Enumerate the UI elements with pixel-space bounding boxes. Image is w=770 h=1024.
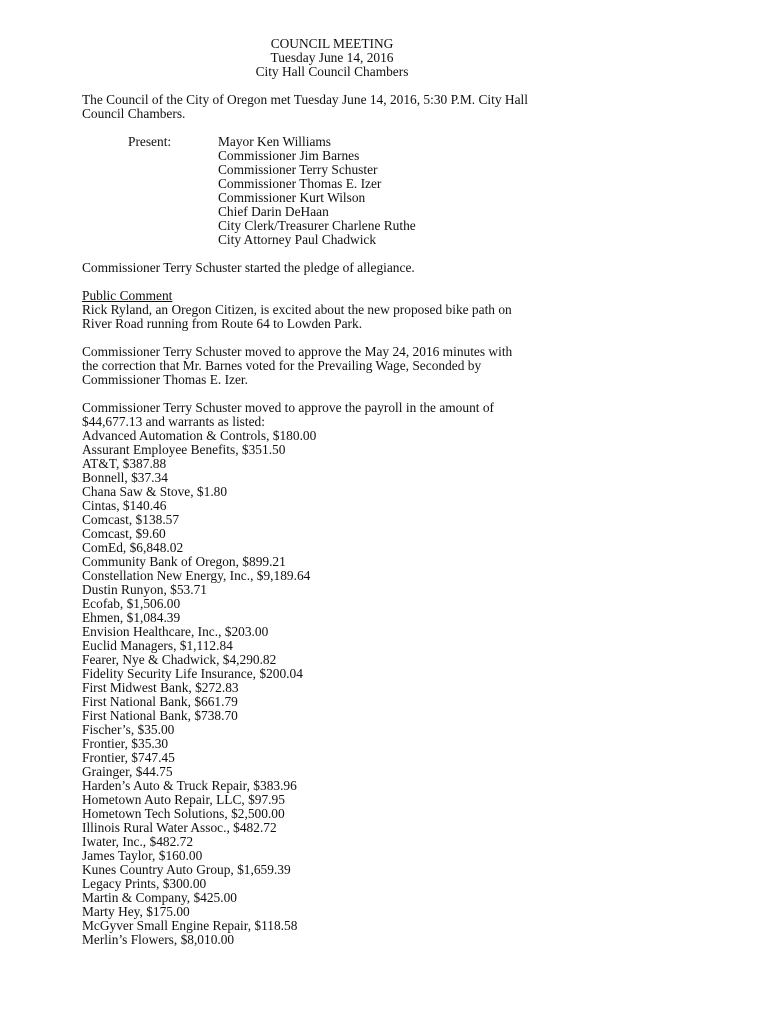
- document-page: [82, 37, 682, 947]
- warrant-item: Comcast, $9.60: [82, 526, 166, 541]
- intro-line: Council Chambers.: [82, 106, 186, 121]
- meeting-title: COUNCIL MEETING: [270, 36, 394, 51]
- warrant-item: Kunes Country Auto Group, $1,659.39: [82, 862, 291, 877]
- warrant-item: James Taylor, $160.00: [82, 848, 203, 863]
- payroll-motion-line: Commissioner Terry Schuster moved to approve the payroll in the amount of: [82, 400, 494, 415]
- minutes-motion-line: Commissioner Thomas E. Izer.: [82, 372, 248, 387]
- warrant-item: Assurant Employee Benefits, $351.50: [82, 442, 286, 457]
- warrant-item: First National Bank, $661.79: [82, 694, 238, 709]
- attendee: Commissioner Jim Barnes: [218, 148, 360, 163]
- intro-paragraph: [82, 93, 682, 121]
- warrant-item: Marty Hey, $175.00: [82, 904, 190, 919]
- warrant-item: McGyver Small Engine Repair, $118.58: [82, 918, 298, 933]
- warrant-item: AT&T, $387.88: [82, 456, 167, 471]
- warrant-item: Dustin Runyon, $53.71: [82, 582, 207, 597]
- warrant-item: Fidelity Security Life Insurance, $200.04: [82, 666, 303, 681]
- warrant-item: Grainger, $44.75: [82, 764, 173, 779]
- attendee: Mayor Ken Williams: [218, 134, 332, 149]
- attendee: Commissioner Kurt Wilson: [218, 190, 366, 205]
- meeting-location: City Hall Council Chambers: [255, 64, 409, 79]
- present-label: Present:: [128, 134, 172, 149]
- payroll-motion-paragraph: [82, 401, 682, 429]
- warrant-item: Frontier, $747.45: [82, 750, 175, 765]
- warrant-item: Illinois Rural Water Assoc., $482.72: [82, 820, 277, 835]
- attendee-list: [218, 135, 416, 247]
- public-comment-section: [82, 289, 682, 331]
- attendee: City Attorney Paul Chadwick: [218, 232, 377, 247]
- public-comment-heading: Public Comment: [82, 288, 173, 303]
- minutes-motion-paragraph: [82, 345, 682, 387]
- attendee: Commissioner Thomas E. Izer: [218, 176, 382, 191]
- warrant-item: Harden’s Auto & Truck Repair, $383.96: [82, 778, 297, 793]
- warrant-item: Hometown Tech Solutions, $2,500.00: [82, 806, 285, 821]
- public-comment-line: River Road running from Route 64 to Lowden Park.: [82, 316, 363, 331]
- warrant-item: Constellation New Energy, Inc., $9,189.64: [82, 568, 311, 583]
- warrant-item: Fischer’s, $35.00: [82, 722, 175, 737]
- attendee: Chief Darin DeHaan: [218, 204, 329, 219]
- warrant-item: Iwater, Inc., $482.72: [82, 834, 194, 849]
- meeting-header: [82, 37, 582, 79]
- warrant-item: Merlin’s Flowers, $8,010.00: [82, 932, 235, 947]
- warrant-item: Envision Healthcare, Inc., $203.00: [82, 624, 269, 639]
- warrant-item: Chana Saw & Stove, $1.80: [82, 484, 228, 499]
- minutes-motion-line: the correction that Mr. Barnes voted for the Prevailing Wage, Seconded by: [82, 358, 482, 373]
- warrant-item: Euclid Managers, $1,112.84: [82, 638, 233, 653]
- warrant-item: Comcast, $138.57: [82, 512, 180, 527]
- warrant-item: First National Bank, $738.70: [82, 708, 238, 723]
- meeting-date: Tuesday June 14, 2016: [270, 50, 394, 65]
- payroll-motion-line: $44,677.13 and warrants as listed:: [82, 414, 265, 429]
- public-comment-line: Rick Ryland, an Oregon Citizen, is excited about the new proposed bike path on: [82, 302, 512, 317]
- attendance-block: [128, 135, 682, 247]
- warrant-item: Ecofab, $1,506.00: [82, 596, 181, 611]
- warrant-item: Legacy Prints, $300.00: [82, 876, 207, 891]
- warrant-item: Bonnell, $37.34: [82, 470, 168, 485]
- warrant-item: Martin & Company, $425.00: [82, 890, 237, 905]
- warrant-item: Advanced Automation & Controls, $180.00: [82, 428, 317, 443]
- warrant-item: Fearer, Nye & Chadwick, $4,290.82: [82, 652, 277, 667]
- minutes-motion-line: Commissioner Terry Schuster moved to approve the May 24, 2016 minutes with: [82, 344, 513, 359]
- warrant-item: Community Bank of Oregon, $899.21: [82, 554, 286, 569]
- attendee: Commissioner Terry Schuster: [218, 162, 378, 177]
- warrant-item: First Midwest Bank, $272.83: [82, 680, 239, 695]
- intro-line: The Council of the City of Oregon met Tuesday June 14, 2016, 5:30 P.M. City Hall: [82, 92, 528, 107]
- warrant-item: Cintas, $140.46: [82, 498, 167, 513]
- attendee: City Clerk/Treasurer Charlene Ruthe: [218, 218, 416, 233]
- warrant-item: Frontier, $35.30: [82, 736, 169, 751]
- warrant-item: ComEd, $6,848.02: [82, 540, 184, 555]
- warrant-item: Ehmen, $1,084.39: [82, 610, 181, 625]
- warrant-item: Hometown Auto Repair, LLC, $97.95: [82, 792, 285, 807]
- pledge-paragraph: Commissioner Terry Schuster started the pledge of allegiance.: [82, 260, 415, 275]
- warrant-list: [82, 429, 682, 947]
